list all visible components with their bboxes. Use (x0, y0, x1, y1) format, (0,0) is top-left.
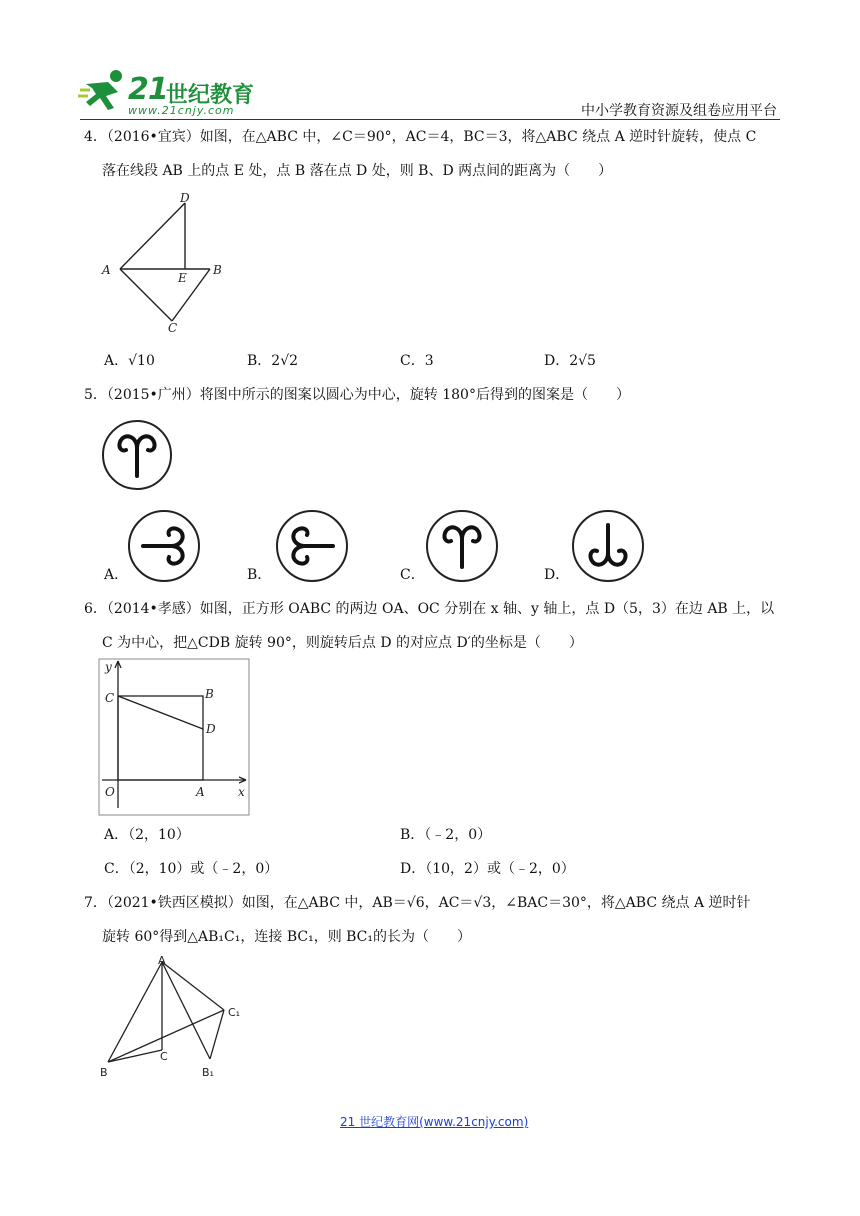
option-b-emblem-icon[interactable] (274, 508, 350, 584)
q6-label-y: y (105, 660, 112, 674)
question-6-option-b[interactable]: B．（﹣2，0） (400, 827, 492, 843)
logo-number: 21 (128, 72, 168, 107)
question-5-option-c[interactable]: C． (400, 567, 425, 583)
q6-label-o: O (105, 785, 115, 799)
q4-label-e: E (178, 271, 187, 285)
q6-label-x: x (238, 785, 245, 799)
ram-emblem-icon (100, 418, 174, 492)
question-6-figure (98, 658, 250, 816)
question-5-option-a[interactable]: A． (104, 567, 129, 583)
option-a-emblem-icon[interactable] (126, 508, 202, 584)
q7-label-c: C (160, 1050, 168, 1063)
question-5-line-1: 5．（2015•广州）将图中所示的图案以圆心为中心，旋转 180°后得到的图案是（ ） (84, 387, 630, 403)
q7-label-a: A (158, 954, 166, 967)
question-4-figure (96, 188, 231, 340)
q6-label-a: A (196, 785, 205, 799)
platform-name: 中小学教育资源及组卷应用平台 (581, 103, 777, 119)
footer-link[interactable]: 21 世纪教育网(www.21cnjy.com) (340, 1115, 529, 1129)
question-5-option-d[interactable]: D． (544, 567, 570, 583)
question-6-line-2: C 为中心，把△CDB 旋转 90°，则旋转后点 D 的对应点 D′的坐标是（ ） (102, 635, 583, 651)
option-c-emblem-icon[interactable] (424, 508, 500, 584)
question-4-line-1: 4．（2016•宜宾）如图，在△ABC 中，∠C＝90°，AC＝4，BC＝3，将△ABC 绕点 A 逆时针旋转，使点 C (84, 129, 757, 145)
q6-label-d: D (206, 722, 216, 736)
runner-logo-icon (78, 66, 130, 112)
logo-chinese: 世纪教育 (166, 83, 255, 108)
q7-label-b: B (100, 1066, 108, 1079)
header-rule (80, 119, 780, 120)
question-7-line-2: 旋转 60°得到△AB₁C₁，连接 BC₁，则 BC₁的长为（ ） (102, 929, 472, 945)
q6-label-c: C (105, 691, 115, 705)
question-6-option-d[interactable]: D．（10，2）或（﹣2，0） (400, 861, 575, 877)
question-6-option-a[interactable]: A．（2，10） (104, 827, 190, 843)
question-7-line-1: 7．（2021•铁西区模拟）如图，在△ABC 中，AB＝√6，AC＝√3，∠BAC＝30°，将△ABC 绕点 A 逆时针 (84, 895, 751, 911)
question-5-option-b[interactable]: B． (247, 567, 272, 583)
question-4-option-c[interactable]: C．3 (400, 353, 434, 369)
logo-url: www.21cnjy.com (128, 104, 235, 117)
question-4-option-d[interactable]: D．2√5 (544, 353, 596, 369)
question-4-line-2: 落在线段 AB 上的点 E 处，点 B 落在点 D 处，则 B、D 两点间的距离为（ ） (102, 163, 613, 179)
option-d-emblem-icon[interactable] (570, 508, 646, 584)
q4-label-c: C (168, 321, 178, 335)
q4-label-d: D (180, 191, 190, 205)
q7-label-b1: B₁ (202, 1066, 214, 1079)
question-6-option-c[interactable]: C．（2，10）或（﹣2，0） (104, 861, 279, 877)
question-7-figure (98, 954, 250, 1084)
q4-label-b: B (213, 263, 222, 277)
question-4-option-a[interactable]: A．√10 (104, 353, 155, 369)
q4-label-a: A (102, 263, 111, 277)
question-6-line-1: 6．（2014•孝感）如图，正方形 OABC 的两边 OA、OC 分别在 x 轴、y 轴上，点 D（5，3）在边 AB 上，以 (84, 601, 775, 617)
q7-label-c1: C₁ (228, 1006, 241, 1019)
question-4-option-b[interactable]: B．2√2 (247, 353, 299, 369)
q6-label-b: B (205, 687, 214, 701)
